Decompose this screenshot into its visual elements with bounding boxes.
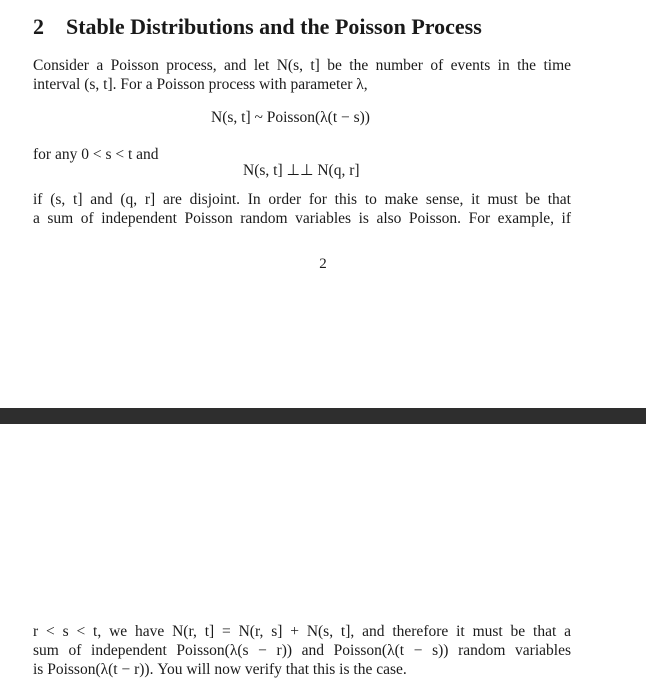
page-number: 2 xyxy=(319,256,327,272)
continuation-line-1: r < s < t, we have N(r, t] = N(r, s] + N(s, t], and therefore it must be that a xyxy=(33,623,571,640)
intro-paragraph xyxy=(33,56,571,94)
continuation-line-3: is Poisson(λ(t − r)). You will now verify that this is the case. xyxy=(33,661,407,678)
continuation-paragraph xyxy=(33,622,571,679)
document-page-2 xyxy=(0,424,646,689)
section-number: 2 xyxy=(33,14,44,39)
disjoint-line-1: if (s, t] and (q, r] are disjoint. In order for this to make sense, it must be that xyxy=(33,191,571,208)
intro-line-2: interval (s, t]. For a Poisson process with parameter λ, xyxy=(33,76,368,93)
section-heading xyxy=(33,14,482,40)
continuation-line-2: sum of independent Poisson(λ(s − r)) and Poisson(λ(t − s)) random variables xyxy=(33,642,571,659)
condition-line: for any 0 < s < t and xyxy=(33,146,159,163)
equation-poisson-distribution: N(s, t] ~ Poisson(λ(t − s)) xyxy=(211,109,370,126)
disjoint-paragraph xyxy=(33,190,571,228)
equation-independence: N(s, t] ⊥⊥ N(q, r] xyxy=(243,162,360,179)
page-separator xyxy=(0,408,646,424)
section-title: Stable Distributions and the Poisson Process xyxy=(66,14,482,39)
intro-line-1: Consider a Poisson process, and let N(s, t] be the number of events in the time xyxy=(33,57,571,74)
disjoint-line-2: a sum of independent Poisson random variables is also Poisson. For example, if xyxy=(33,210,571,227)
